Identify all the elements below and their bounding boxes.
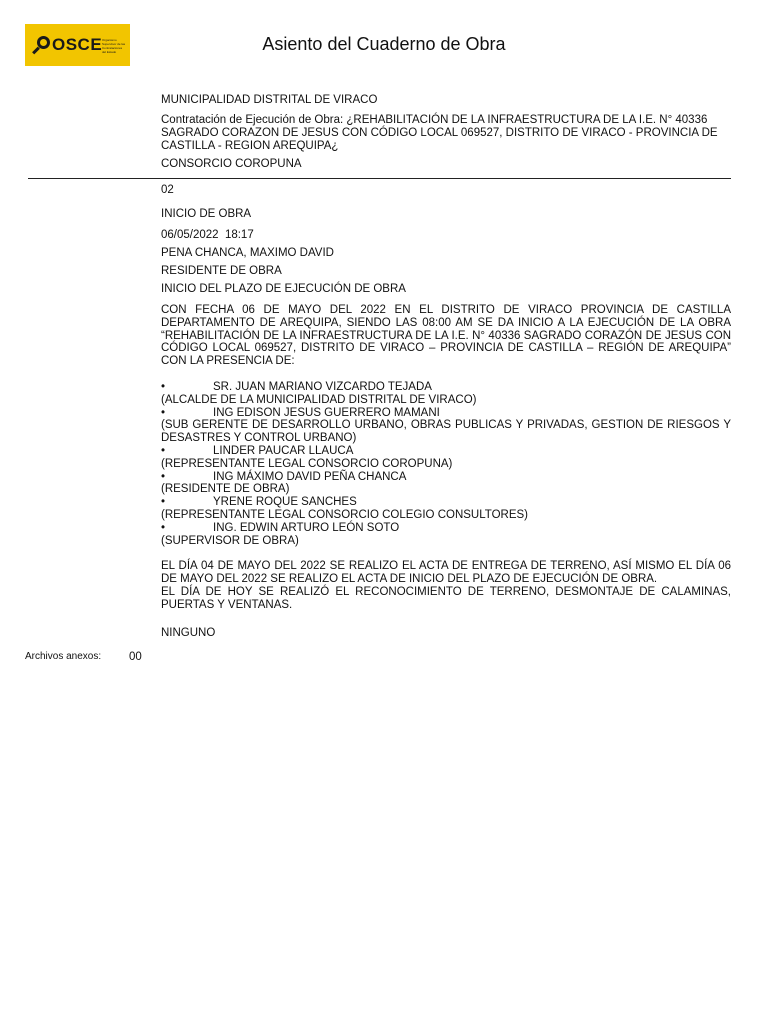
contratista-value: CONSORCIO COROPUNA [161,158,302,170]
attendee-role: (REPRESENTANTE LEGAL CONSORCIO COROPUNA) [161,457,453,470]
titulo-value: INICIO DE OBRA [161,208,252,220]
rol-value: RESIDENTE DE OBRA [161,265,282,277]
usuario-value: PENA CHANCA, MAXIMO DAVID [161,247,334,259]
attendee-name: SR. JUAN MARIANO VIZCARDO TEJADA [213,380,432,393]
bullet-icon: • [161,444,166,457]
numero-value: 02 [161,184,174,196]
attendee-role: (REPRESENTANTE LEGAL CONSORCIO COLEGIO CONSULTORES) [161,508,529,521]
descripcion-body [161,304,731,612]
attendee-name: ING EDISON JESUS GUERRERO MAMANI [213,406,440,419]
fecha-value: 06/05/2022 18:17 [161,229,254,241]
section-divider [28,178,731,179]
attendee-name-line [161,381,731,394]
bullet-icon: • [161,380,166,393]
logo-subtitle: Organismo Supervisor de las Contrataciones del Estado [102,38,126,54]
descripcion-closing-2: EL DÍA DE HOY SE REALIZÓ EL RECONOCIMIENTO DE TERRENO, DESMONTAJE DE CALAMINAS, PUERTAS Y VENTANAS. [161,585,731,611]
attendee-role: (ALCALDE DE LA MUNICIPALIDAD DISTRITAL DE VIRACO) [161,393,477,406]
attendee-role: (RESIDENTE DE OBRA) [161,483,290,496]
attendee-name-line [161,407,731,420]
attendee-name: LINDER PAUCAR LLAUCA [213,444,354,457]
attendee-name-line [161,496,731,509]
attendee-role: (SUPERVISOR DE OBRA) [161,534,299,547]
referencia-value: NINGUNO [161,627,216,639]
attendee-list [161,381,731,547]
attendee-name-line [161,445,731,458]
bullet-icon: • [161,496,166,509]
attendee-name-line [161,471,731,484]
page-title: Asiento del Cuaderno de Obra [262,34,506,54]
tipo-value: INICIO DEL PLAZO DE EJECUCIÓN DE OBRA [161,283,406,295]
bullet-icon: • [161,406,166,419]
attendee-name: ING MÁXIMO DAVID PEÑA CHANCA [213,470,407,483]
descripcion-closing-1: EL DÍA 04 DE MAYO DEL 2022 SE REALIZO EL ACTA DE ENTREGA DE TERRENO, ASÍ MISMO EL DÍA 06 DE MAYO DEL 2022 SE REALIZO EL ACTA DE INICIO DEL PLAZO DE EJECUCIÓN DE OBRA. [161,560,731,586]
attendee-name: ING. EDWIN ARTURO LEÓN SOTO [213,521,400,534]
attendee-name-line [161,522,731,535]
logo-brand: OSCE [52,35,103,54]
entidad-value: MUNICIPALIDAD DISTRITAL DE VIRACO [161,94,378,106]
attendee-role: (SUB GERENTE DE DESARROLLO URBANO, OBRAS PUBLICAS Y PRIVADAS, GESTION DE RIESGOS Y DESASTRES Y CONTROL URBANO) [161,419,731,445]
attendee-name: YRENE ROQUE SANCHES [213,496,357,509]
archivos-value: 00 [129,651,142,663]
descripcion-intro: CON FECHA 06 DE MAYO DEL 2022 EN EL DISTRITO DE VIRACO PROVINCIA DE CASTILLA DEPARTAMENTO DE AREQUIPA, SIENDO LAS 08:00 AM SE DA INICIO A LA EJECUCIÓN DE LA OBRA “REHABILITACIÓN DE LA INFRAESTRUCTURA DE LA I.E. N° 40336 SAGRADO CORAZÓN DE JESUS CON CÓDIGO LOCAL 069527, DISTRITO DE VIRACO – PROVINCIA DE CASTILLA – REGIÓN DE AREQUIPA” CON LA PRESENCIA DE: [161,304,731,368]
obra-value: Contratación de Ejecución de Obra: ¿REHABILITACIÓN DE LA INFRAESTRUCTURA DE LA I.E. N° 40336 SAGRADO CORAZON DE JESUS CON CÓDIGO LOCAL 069527, DISTRITO DE VIRACO - PROVINCIA DE CASTILLA - REGION AREQUIPA¿ [161,114,718,152]
archivos-label: Archivos anexos: [25,651,102,662]
bullet-icon: • [161,470,166,483]
bullet-icon: • [161,521,166,534]
